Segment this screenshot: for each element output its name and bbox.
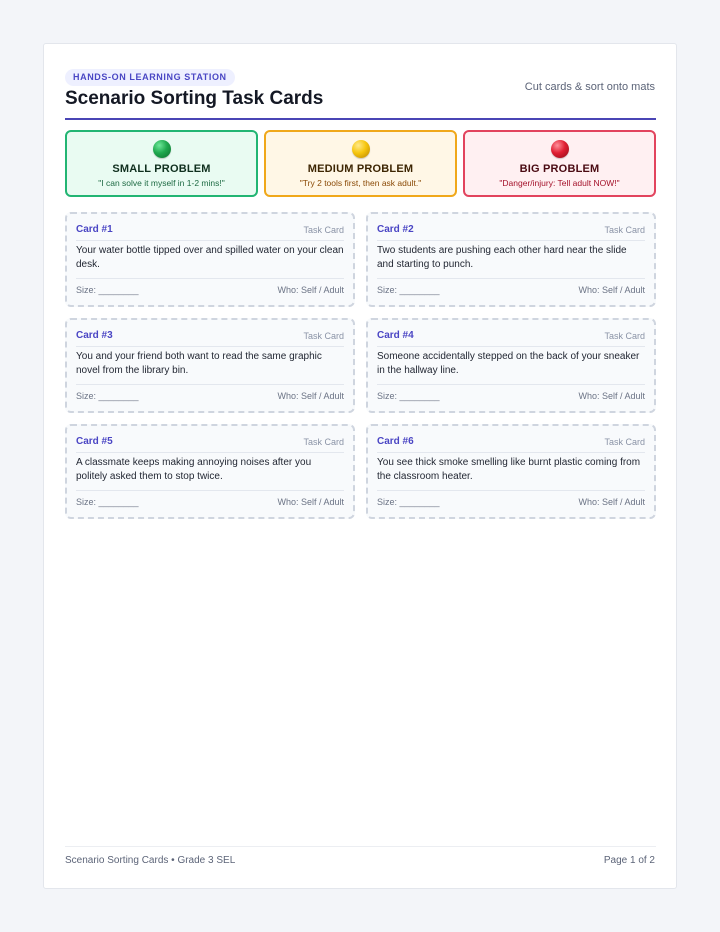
card-size-blank: Size: ________ [76, 285, 139, 295]
card-scenario-text: You see thick smoke smelling like burnt plastic coming from the classroom heater. [377, 457, 641, 482]
medium-problem-mat [264, 130, 457, 197]
card-who-field: Who: Self / Adult [277, 391, 344, 401]
card-who-field: Who: Self / Adult [277, 497, 344, 507]
card-divider [377, 240, 645, 241]
card-who-field: Who: Self / Adult [578, 497, 645, 507]
big-problem-mat [463, 130, 656, 197]
card-divider [76, 346, 344, 347]
card-divider [377, 346, 645, 347]
card-who-field: Who: Self / Adult [578, 285, 645, 295]
card-scenario-text: A classmate keeps making annoying noises after you politely asked them to stop twice. [76, 457, 312, 482]
footer-divider [65, 846, 656, 847]
card-number: Card #6 [377, 436, 414, 447]
card-tag: Task Card [604, 437, 645, 447]
mat-label: SMALL PROBLEM [112, 163, 211, 175]
card-tag: Task Card [604, 331, 645, 341]
card-number: Card #2 [377, 224, 414, 235]
sorting-mats [65, 130, 656, 197]
card-size-blank: Size: ________ [377, 285, 440, 295]
card-tag: Task Card [604, 225, 645, 235]
mat-rule: "Try 2 tools first, then ask adult." [299, 178, 422, 188]
worksheet-page [43, 43, 677, 889]
task-card[interactable] [65, 424, 355, 519]
task-card[interactable] [65, 318, 355, 413]
card-scenario-text: Two students are pushing each other hard near the slide and starting to punch. [377, 245, 627, 270]
card-number: Card #3 [76, 330, 113, 341]
card-divider [76, 384, 344, 385]
card-size-blank: Size: ________ [377, 391, 440, 401]
page-title: Scenario Sorting Task Cards [65, 88, 324, 109]
card-size-blank: Size: ________ [377, 497, 440, 507]
mat-rule: "Danger/injury: Tell adult NOW!" [499, 178, 620, 188]
mat-label: BIG PROBLEM [519, 163, 600, 175]
red-light-icon [551, 140, 569, 158]
station-badge: HANDS-ON LEARNING STATION [65, 69, 235, 86]
small-problem-mat [65, 130, 258, 197]
card-divider [76, 490, 344, 491]
yellow-light-icon [352, 140, 370, 158]
card-tag: Task Card [303, 225, 344, 235]
task-card[interactable] [65, 212, 355, 307]
card-tag: Task Card [303, 437, 344, 447]
card-scenario-text: You and your friend both want to read the same graphic novel from the library bin. [76, 351, 322, 376]
card-number: Card #4 [377, 330, 414, 341]
card-who-field: Who: Self / Adult [277, 285, 344, 295]
card-scenario-text: Someone accidentally stepped on the back of your sneaker in the hallway line. [377, 351, 640, 376]
card-divider [377, 452, 645, 453]
card-scenario-text: Your water bottle tipped over and spilled water on your clean desk. [76, 245, 344, 270]
card-divider [377, 384, 645, 385]
card-size-blank: Size: ________ [76, 497, 139, 507]
card-size-blank: Size: ________ [76, 391, 139, 401]
card-number: Card #1 [76, 224, 113, 235]
footer-caption: Scenario Sorting Cards • Grade 3 SEL [65, 855, 236, 866]
task-card[interactable] [366, 318, 656, 413]
green-light-icon [153, 140, 171, 158]
task-card[interactable] [366, 212, 656, 307]
card-number: Card #5 [76, 436, 113, 447]
card-tag: Task Card [303, 331, 344, 341]
instruction-text: Cut cards & sort onto mats [524, 81, 655, 93]
header-divider [65, 118, 656, 120]
mat-rule: "I can solve it myself in 1-2 mins!" [98, 178, 225, 188]
card-divider [76, 452, 344, 453]
mat-label: MEDIUM PROBLEM [307, 163, 414, 175]
page-number: Page 1 of 2 [603, 855, 655, 866]
task-card[interactable] [366, 424, 656, 519]
card-divider [76, 278, 344, 279]
card-divider [76, 240, 344, 241]
card-divider [377, 490, 645, 491]
card-who-field: Who: Self / Adult [578, 391, 645, 401]
card-divider [377, 278, 645, 279]
